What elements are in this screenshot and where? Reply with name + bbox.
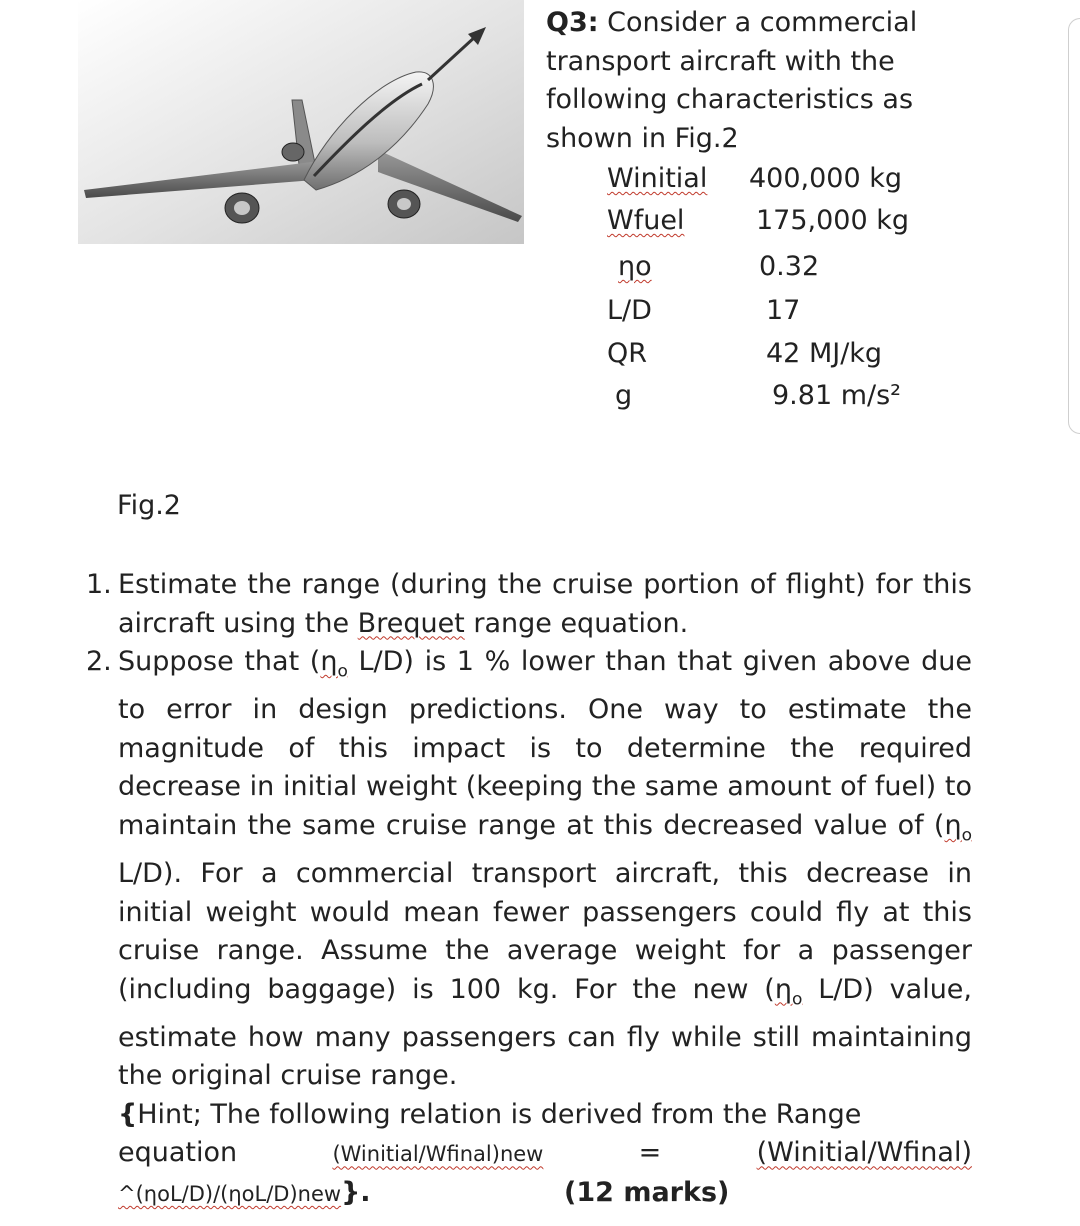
eta-subscript: o [791,989,803,1010]
task-text [118,643,972,1096]
hint-line-3 [118,1174,972,1214]
question-intro-text: Consider a commercial transport aircraft with the following characteristics as shown in Fig.2 [546,7,918,154]
hint-word-equation: equation [118,1137,238,1169]
task-2-text-1: Suppose that ( [118,646,321,678]
hint-block [86,1096,972,1214]
param-name-winitial: Winitial [607,163,708,194]
param-name-g: g [615,380,633,411]
param-name-wfuel: Wfuel [607,205,685,236]
hint-close: }. [341,1177,371,1209]
eta-subscript: o [337,661,348,682]
eta-symbol [944,809,972,846]
eta-glyph: η [944,809,962,841]
tail-engine [282,143,304,161]
eta-glyph: η [320,646,338,678]
param-value-ld: 17 [766,295,801,326]
hint-formula-group [118,1174,371,1214]
eta-subscript: o [961,825,972,846]
task-number: 2. [86,646,112,678]
marks-label: (12 marks) [564,1177,730,1209]
param-value-eta: 0.32 [759,251,820,282]
task-2-text-3: L/D). For a commercial transport aircraft, this decrease in initial weight would mean fewer passengers could fly at this cruise range. Assume the average weight for a passenger (including baggage) is 100 kg. For the new ( [118,857,972,1005]
question-list [86,566,972,1214]
param-value-g: 9.81 m/s² [772,380,901,411]
left-engine-fan [234,201,250,215]
param-value-winitial: 400,000 kg [749,163,903,194]
hint-rhs: (Winitial/Wfinal) [756,1137,972,1169]
param-value-wfuel: 175,000 kg [756,205,910,236]
eta-symbol [774,973,803,1010]
task-1 [86,566,972,643]
aircraft-figure [78,0,524,244]
eta-symbol [320,646,348,682]
hint-formula: ^(ηoL/D)/(ηoL/D)new [118,1182,342,1207]
task-2 [86,643,972,1096]
task-text [118,566,972,643]
hint-line-2 [118,1134,972,1174]
figure-caption: Fig.2 [117,490,181,521]
hint-lhs: (Winitial/Wfinal)new [332,1142,544,1167]
hint-equals: = [638,1137,662,1169]
task-2-text-4: L/D) value, estimate how many passengers can fly while still maintaining the original cruise range. [118,973,973,1092]
task-2-text-2: L/D) is 1 % lower than that given above due to error in design predictions. One way to estimate the magnitude of this impact is to determine the required decrease in initial weight (keeping the same amount of fuel) to maintain the same cruise range at this decreased value of ( [118,646,972,841]
hint-text [118,1096,861,1135]
eta-glyph: η [774,973,792,1005]
param-value-qr: 42 MJ/kg [766,338,883,369]
task-number: 1. [86,569,112,600]
task-1-text-post: range equation. [473,607,689,639]
param-name-qr: QR [607,338,648,369]
param-name-ld: L/D [607,295,652,326]
right-engine-fan [397,198,411,210]
question-intro [546,4,946,158]
hint-open-brace: { [118,1098,138,1130]
question-label: Q3: [546,7,599,38]
param-name-eta: ηo [618,251,652,282]
task-1-text-pre: Estimate the range (during the cruise portion of flight) for this aircraft using the [118,569,972,639]
brequet-keyword: Brequet [357,607,465,639]
hint-line-1 [118,1096,972,1135]
scroll-edge [1068,18,1080,434]
hint-line1: Hint; The following relation is derived from the Range [137,1098,862,1130]
